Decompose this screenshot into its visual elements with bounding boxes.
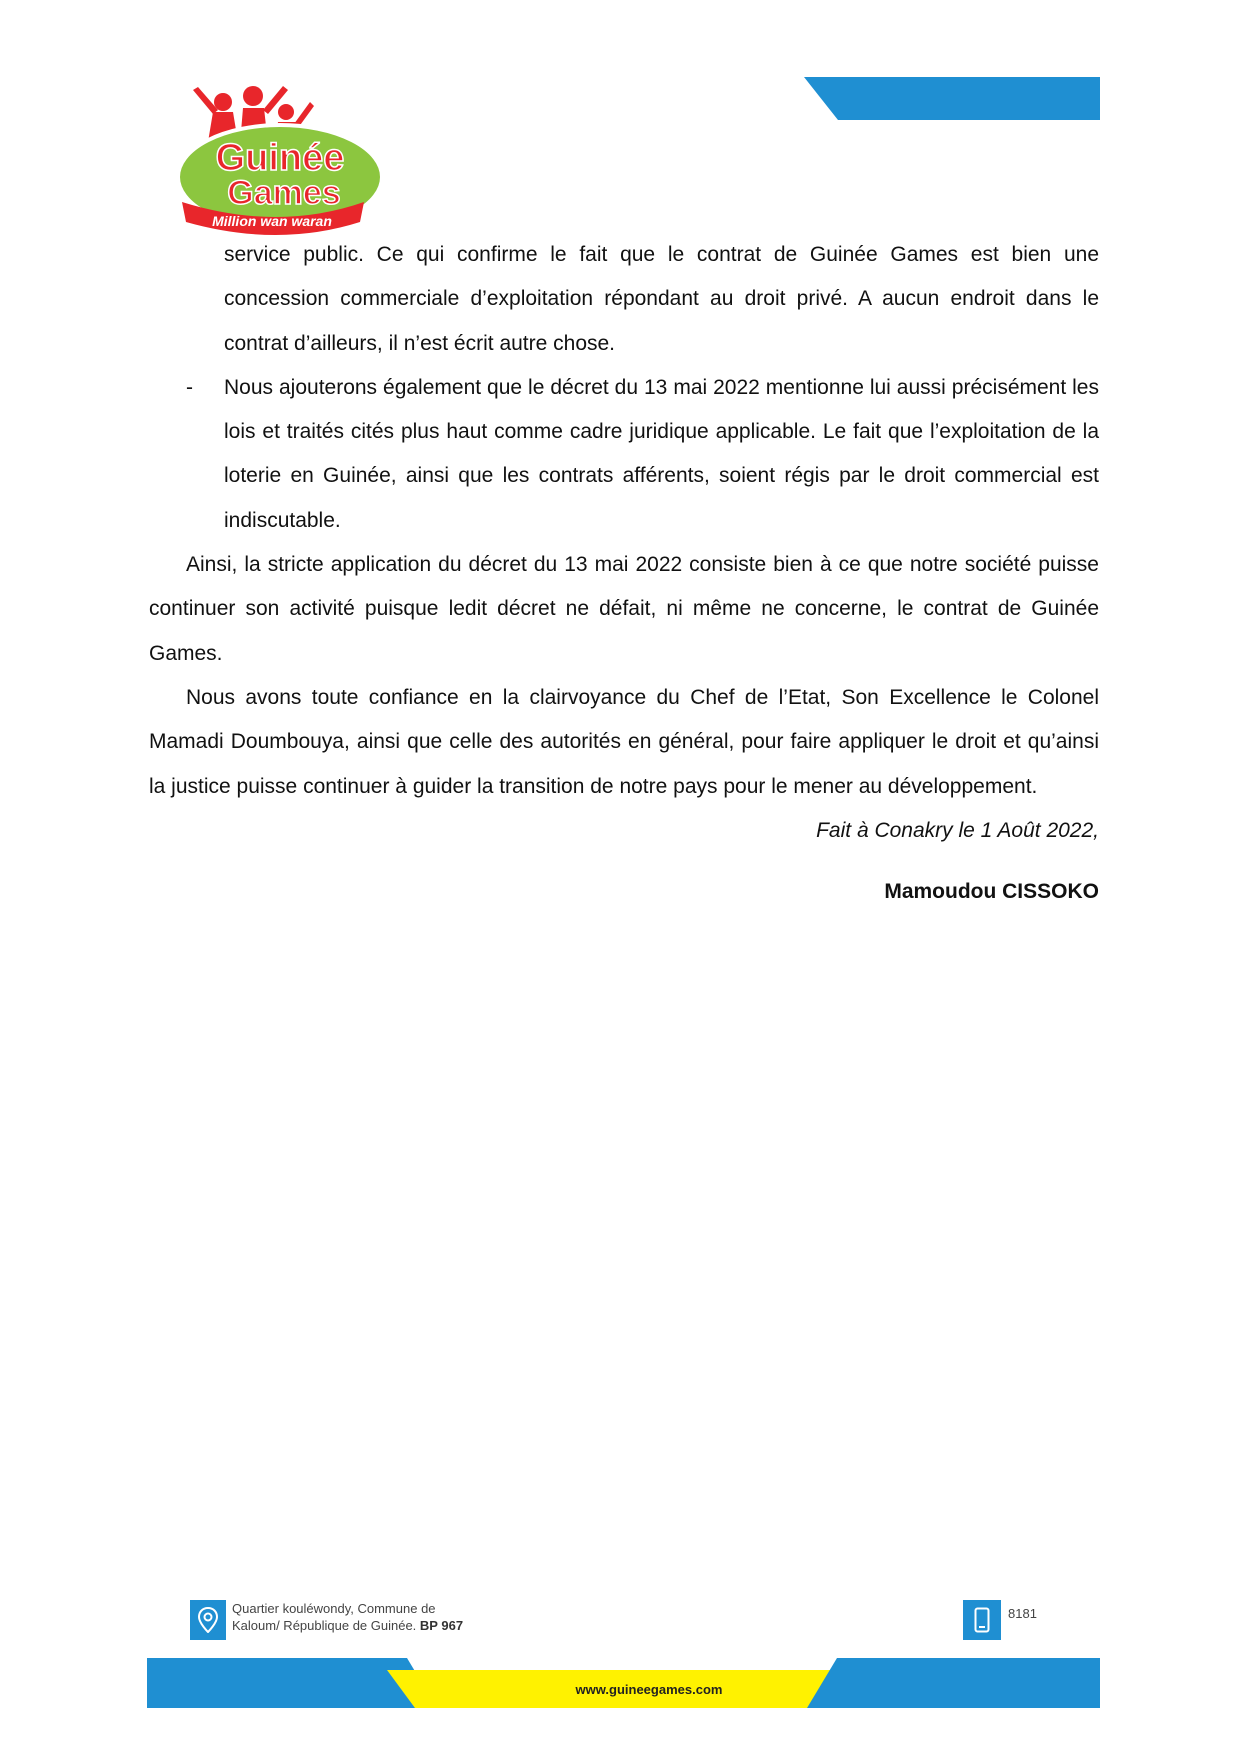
location-pin-icon [190,1600,226,1640]
bullet-text: Nous ajouterons également que le décret du 13 mai 2022 mentionne lui aussi précisément les lois et traités cités plus haut comme cadre juridique applicable. Le fait que l’exploitation de la loterie en Guinée, ainsi que les contrats afférents, soient régis par le droit commercial est indiscutable. [224,375,1099,532]
footer-address [232,1600,532,1634]
bullet-dash: - [186,375,193,399]
logo-tagline: Million wan waran [212,213,332,229]
address-bp: BP 967 [419,1618,464,1633]
address-line-2: Kaloum/ République de Guinée. [232,1618,417,1633]
mobile-phone-icon [963,1600,1001,1640]
logo-word-guinee: Guinée [215,137,345,179]
signature-name: Mamoudou CISSOKO [884,880,1099,904]
paragraph-application: Ainsi, la stricte application du décret du 13 mai 2022 consiste bien à ce que notre société puisse continuer son activité puisque ledit décret ne défait, ni même ne concerne, le contrat de Guinée Games. [149,553,1099,665]
bullet-item [149,366,1099,543]
logo-word-games: Games [227,174,341,212]
footer-website-link[interactable]: www.guineegames.com [575,1682,723,1697]
letter-body [149,233,1099,914]
header-blue-bar [804,77,1100,120]
footer-phone-number: 8181 [1008,1606,1037,1621]
place-date: Fait à Conakry le 1 Août 2022, [816,818,1099,842]
continuation-text: service public. Ce qui confirme le fait que le contrat de Guinée Games est bien une concession commerciale d’exploitation répondant au droit privé. A aucun endroit dans le contrat d’ailleurs, il n’est écrit autre chose. [224,243,1099,355]
paragraph-confidence: Nous avons toute confiance en la clairvoyance du Chef de l’Etat, Son Excellence le Colonel Mamadi Doumbouya, ainsi que celle des autorités en général, pour faire appliquer le droit et qu’ainsi la justice puisse continuer à guider la transition de notre pays pour le mener au développement. [149,685,1099,798]
address-line-1: Quartier kouléwondy, Commune de [232,1601,436,1616]
guinee-games-logo [168,82,388,242]
